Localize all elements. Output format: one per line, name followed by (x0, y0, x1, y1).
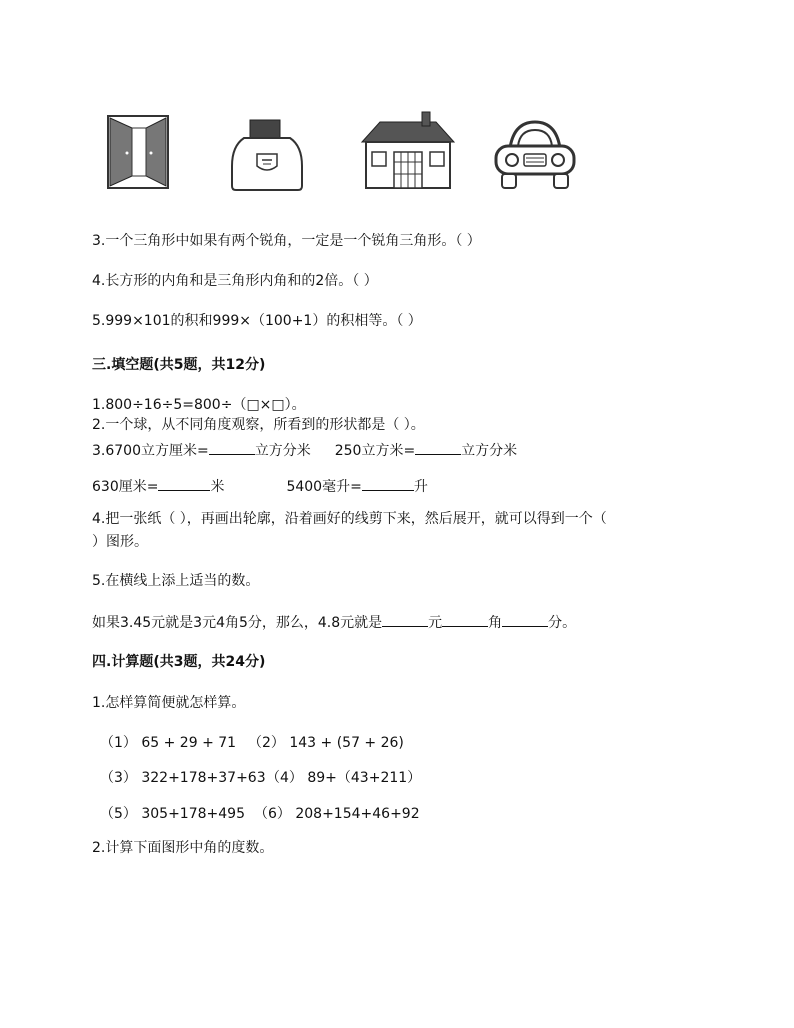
fill-question-3-row-1 (92, 440, 517, 460)
q3b-prefix: 250立方米= (334, 443, 416, 459)
q5-yuan: 元 (428, 615, 443, 631)
q3c-suffix: 米 (210, 479, 225, 495)
fill-question-1: 1.800÷16÷5=800÷（□×□）。 (92, 397, 306, 413)
fill-section-heading: 三.填空题(共5题，共12分) (92, 357, 266, 373)
fill-question-4-line-1: 4.把一张纸（ ），再画出轮廓，沿着画好的线剪下来，然后展开，就可以得到一个（ (92, 511, 607, 527)
q3a-suffix: 立方分米 (254, 443, 311, 459)
calc-question-2: 2.计算下面图形中角的度数。 (92, 840, 274, 856)
picture-row (96, 96, 594, 196)
car-icon (490, 96, 580, 196)
fill-question-3-row-2 (92, 476, 428, 496)
calc-question-1: 1.怎样算简便就怎样算。 (92, 695, 246, 711)
judge-question-5: 5.999×101的积和999×（100+1）的积相等。（ ） (92, 313, 422, 329)
answer-blank[interactable] (382, 612, 428, 627)
q3a-prefix: 3.6700立方厘米= (92, 443, 209, 459)
judge-question-3: 3.一个三角形中如果有两个锐角，一定是一个锐角三角形。（ ） (92, 233, 481, 249)
house-icon (356, 96, 456, 196)
calc-item-1: （1） 65 + 29 + 71 (100, 735, 237, 751)
fill-question-4-line-2: ）图形。 (92, 534, 148, 550)
q5-jiao: 角 (488, 615, 503, 631)
q3b-suffix: 立方分米 (461, 443, 518, 459)
calc-item-5: （5） 305+178+495 (100, 806, 245, 822)
q3d-prefix: 5400毫升= (286, 479, 362, 495)
answer-blank[interactable] (158, 476, 210, 491)
q3c-prefix: 630厘米= (92, 479, 159, 495)
q5-fen: 分。 (548, 615, 577, 631)
judge-question-4: 4.长方形的内角和是三角形内角和的2倍。（ ） (92, 273, 378, 289)
q5-prefix: 如果3.45元就是3元4角5分，那么，4.8元就是 (92, 615, 383, 631)
answer-blank[interactable] (362, 476, 414, 491)
calc-item-3: （3） 322+178+37+63 (100, 770, 266, 786)
fill-question-5: 5.在横线上添上适当的数。 (92, 573, 260, 589)
answer-blank[interactable] (502, 612, 548, 627)
door-icon (104, 96, 174, 196)
ink-bottle-icon (230, 96, 312, 196)
q3d-suffix: 升 (413, 479, 428, 495)
answer-blank[interactable] (442, 612, 488, 627)
fill-question-2: 2.一个球，从不同角度观察，所看到的形状都是（ ）。 (92, 417, 425, 433)
fill-question-5-sentence (92, 612, 576, 632)
calc-item-6: （6） 208+154+46+92 (254, 806, 420, 822)
calc-section-heading: 四.计算题(共3题，共24分) (92, 654, 266, 670)
calc-item-4: （4） 89+（43+211） (266, 770, 422, 786)
answer-blank[interactable] (209, 440, 255, 455)
calc-item-2: （2） 143 + (57 + 26) (248, 735, 404, 751)
answer-blank[interactable] (415, 440, 461, 455)
